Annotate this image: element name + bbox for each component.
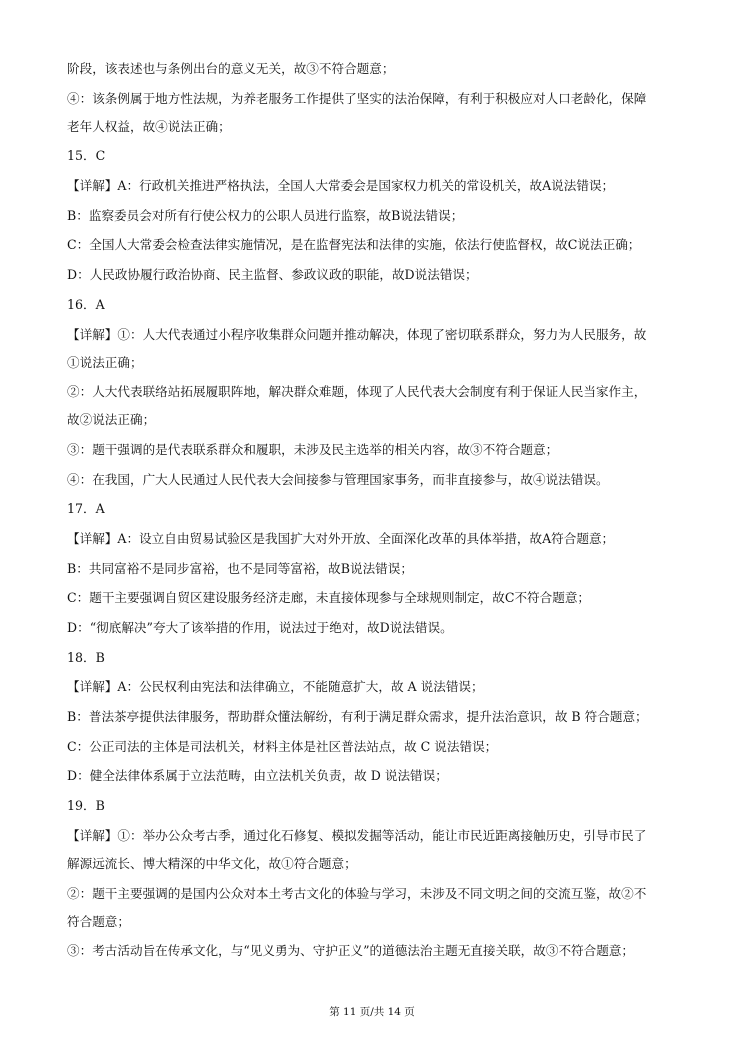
text-line: C：题干主要强调自贸区建设服务经济走廊，未直接体现参与全球规则制定，故C不符合题意；	[67, 590, 591, 606]
text-line: 【详解】A：行政机关推进严格执法，全国人大常委会是国家权力机关的常设机关，故A说法错误；	[67, 178, 615, 194]
text-line: 【详解】①：人大代表通过小程序收集群众问题并推动解决，体现了密切联系群众，努力为人民服务，故	[67, 326, 647, 342]
question-number: 16．A	[67, 296, 105, 312]
text-line: B：共同富裕不是同步富裕，也不是同等富裕，故B说法错误；	[67, 560, 413, 576]
question-number: 15．C	[67, 148, 106, 164]
text-line: ③：题干强调的是代表联系群众和履职，未涉及民主选举的相关内容，故③不符合题意；	[67, 441, 559, 457]
text-line: ③：考古活动旨在传承文化，与“见义勇为、守护正义”的道德法治主题无直接关联，故③不符合题意；	[67, 943, 635, 959]
text-line: ②：人大代表联络站拓展履职阵地，解决群众难题，体现了人民代表大会制度有利于保证人民当家作主，	[67, 384, 647, 400]
text-line: 符合题意；	[67, 913, 130, 929]
text-line: ④：在我国，广大人民通过人民代表大会间接参与管理国家事务，而非直接参与，故④说法错误。	[67, 471, 609, 487]
text-line: 故②说法正确；	[67, 412, 156, 428]
answer-explanations	[67, 60, 679, 972]
text-line: ②：题干主要强调的是国内公众对本土考古文化的体验与学习，未涉及不同文明之间的交流互鉴，故②不	[67, 885, 647, 901]
question-number: 19．B	[67, 798, 105, 814]
text-line: 【详解】A：设立自由贸易试验区是我国扩大对外开放、全面深化改革的具体举措，故A符合题意；	[67, 530, 615, 546]
text-line: ①说法正确；	[67, 354, 143, 370]
text-line: 阶段，该表述也与条例出台的意义无关，故③不符合题意；	[67, 61, 395, 76]
text-line: C：公正司法的主体是司法机关，材料主体是社区普法站点，故 C 说法错误；	[67, 738, 498, 754]
text-line: D：“彻底解决”夸大了该举措的作用，说法过于绝对，故D说法错误。	[67, 620, 453, 635]
text-line: D：健全法律体系属于立法范畴，由立法机关负责，故 D 说法错误；	[67, 768, 448, 784]
text-line: 老年人权益，故④说法正确；	[67, 118, 231, 134]
text-line: B：普法茶亭提供法律服务，帮助群众懂法解纷，有利于满足群众需求，提升法治意识，故 B 符合题意；	[67, 709, 648, 725]
text-line: 【详解】①：举办公众考古季，通过化石修复、模拟发掘等活动，能让市民近距离接触历史，引导市民了	[67, 827, 647, 843]
text-line: ④：该条例属于地方性法规，为养老服务工作提供了坚实的法治保障，有利于积极应对人口老龄化，保障	[67, 90, 647, 106]
question-number: 17．A	[67, 501, 105, 517]
question-number: 18．B	[67, 649, 105, 665]
text-line: B：监察委员会对所有行使公权力的公职人员进行监察，故B说法错误；	[67, 207, 464, 223]
text-line: 【详解】A：公民权利由宪法和法律确立，不能随意扩大，故 A 说法错误；	[67, 679, 484, 695]
text-line: 解源远流长、博大精深的中华文化，故①符合题意；	[67, 855, 357, 871]
page-footer: 第 11 页/共 14 页	[329, 1006, 415, 1018]
text-line: C：全国人大常委会检查法律实施情况，是在监督宪法和法律的实施，依法行使监督权，故C说法正确；	[67, 237, 641, 253]
text-line: D：人民政协履行政治协商、民主监督、参政议政的职能，故D说法错误；	[67, 267, 478, 283]
